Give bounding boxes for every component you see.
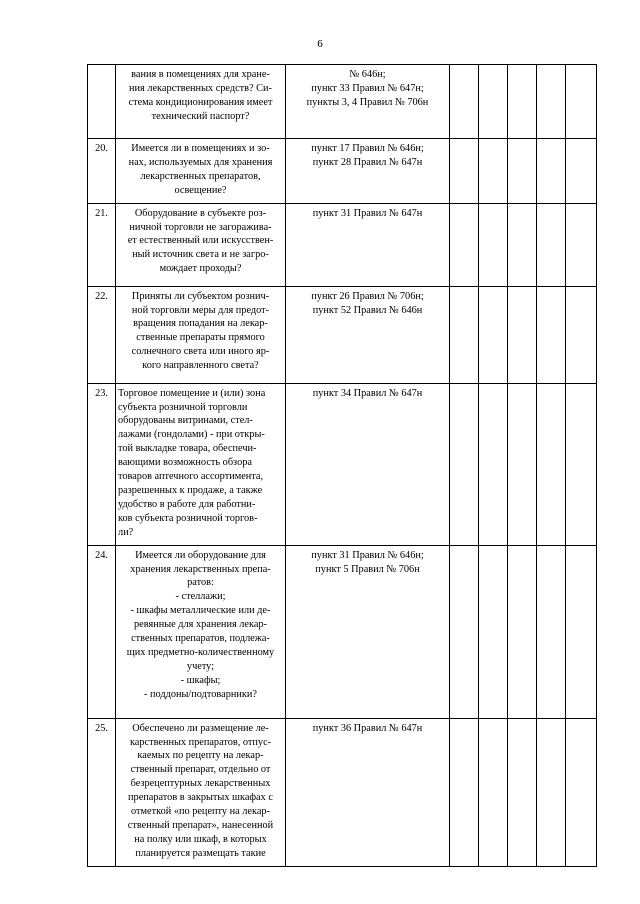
answer-cell[interactable] — [566, 718, 597, 866]
legal-reference — [286, 203, 450, 286]
answer-cell[interactable] — [479, 718, 508, 866]
question-line: Торговое помещение и (или) зона — [118, 387, 266, 399]
answer-cell[interactable] — [479, 545, 508, 718]
question-line: ет естественный или искусствен- — [127, 235, 274, 247]
answer-cell[interactable] — [537, 718, 566, 866]
answer-cell[interactable] — [566, 383, 597, 545]
question-line: - шкафы металлические или де- — [130, 605, 271, 617]
answer-cell[interactable] — [537, 65, 566, 139]
question-line: лекарственных препаратов, — [140, 170, 261, 182]
reference-line: № 646н; — [349, 69, 386, 80]
question-line: - шкафы; — [180, 674, 221, 686]
question-line: товаров аптечного ассортимента, — [118, 471, 264, 483]
question-line: Оборудование в субъекте роз- — [134, 207, 267, 219]
answer-cell[interactable] — [566, 286, 597, 383]
question-line: учету; — [186, 660, 215, 672]
table-row — [88, 139, 597, 204]
question-line: щих предметно-количественному — [126, 646, 275, 658]
answer-cell[interactable] — [537, 139, 566, 204]
question-line: мождает проходы? — [159, 263, 242, 275]
question-line: хранения лекарственных препа- — [130, 563, 271, 575]
reference-line: пункт 52 Правил № 646н — [312, 304, 423, 316]
answer-cell[interactable] — [450, 545, 479, 718]
reference-line: пункт 31 Правил № 647н — [312, 207, 423, 219]
question-line: вающими возможность обзора — [118, 457, 252, 469]
question-line: Имеется ли в помещениях и зо- — [131, 143, 270, 154]
requirement-question — [116, 139, 286, 204]
question-line: Обеспечено ли размещение ле- — [132, 722, 269, 734]
row-number: 24. — [88, 545, 116, 718]
answer-cell[interactable] — [479, 286, 508, 383]
row-number: 25. — [88, 718, 116, 866]
answer-cell[interactable] — [508, 286, 537, 383]
table-row — [88, 65, 597, 139]
answer-cell[interactable] — [450, 286, 479, 383]
requirement-question — [116, 718, 286, 866]
question-line: нах, используемых для хранения — [128, 156, 273, 168]
answer-cell[interactable] — [508, 203, 537, 286]
question-line: оборудованы витринами, стел- — [118, 415, 253, 427]
question-line: субъекта розничной торговли — [118, 401, 248, 413]
question-line: технический паспорт? — [151, 110, 250, 122]
question-line: каемых по рецепту на лекар- — [137, 750, 264, 762]
answer-cell[interactable] — [450, 718, 479, 866]
question-line: на полку или шкаф, в которых — [134, 833, 267, 845]
reference-line: пункт 34 Правил № 647н — [312, 387, 423, 399]
answer-cell[interactable] — [508, 545, 537, 718]
table-row — [88, 718, 597, 866]
question-line: ственные препараты прямого — [136, 332, 265, 344]
question-line: ственных препаратов, подлежа- — [131, 633, 270, 645]
answer-cell[interactable] — [450, 65, 479, 139]
question-line: ственный препарат, отдельно от — [130, 764, 271, 776]
question-line: планируется размещать такие — [135, 847, 266, 859]
question-line: отметкой «по рецепту на лекар- — [131, 806, 270, 818]
question-line: ревянные для хранения лекар- — [134, 619, 267, 631]
reference-line: пункт 28 Правил № 647н — [312, 156, 423, 168]
question-line: кого направленного света? — [142, 360, 259, 372]
legal-reference — [286, 286, 450, 383]
row-number: 21. — [88, 203, 116, 286]
answer-cell[interactable] — [537, 286, 566, 383]
question-line: лажами (гондолами) - при откры- — [118, 429, 265, 441]
question-line: ственный препарат», нанесенной — [127, 819, 274, 831]
question-line: препаратов в закрытых шкафах с — [128, 792, 273, 804]
table-row — [88, 203, 597, 286]
legal-reference — [286, 718, 450, 866]
requirement-question — [116, 545, 286, 718]
question-line: безрецептурных лекарственных — [130, 778, 271, 790]
answer-cell[interactable] — [450, 203, 479, 286]
checklist-table — [87, 64, 597, 867]
row-number — [88, 65, 116, 139]
table-row — [88, 545, 597, 718]
answer-cell[interactable] — [566, 65, 597, 139]
reference-line: пункт 17 Правил № 646н; — [311, 143, 424, 154]
question-line: удобство в работе для работни- — [118, 498, 256, 510]
legal-reference — [286, 65, 450, 139]
answer-cell[interactable] — [479, 203, 508, 286]
answer-cell[interactable] — [566, 203, 597, 286]
question-line: ратов: — [187, 577, 214, 589]
reference-line: пункт 5 Правил № 706н — [315, 563, 420, 575]
question-line: ков субъекта розничной торгов- — [118, 512, 258, 524]
answer-cell[interactable] — [479, 65, 508, 139]
answer-cell[interactable] — [508, 65, 537, 139]
answer-cell[interactable] — [537, 203, 566, 286]
table-row — [88, 383, 597, 545]
page-number: 6 — [317, 38, 323, 50]
question-line: той выкладке товара, обеспечи- — [118, 443, 257, 455]
answer-cell[interactable] — [479, 139, 508, 204]
requirement-question — [116, 383, 286, 545]
answer-cell[interactable] — [537, 383, 566, 545]
question-line: - стеллажи; — [175, 591, 226, 603]
answer-cell[interactable] — [508, 139, 537, 204]
question-line: Имеется ли оборудование для — [135, 549, 266, 561]
legal-reference — [286, 139, 450, 204]
answer-cell[interactable] — [537, 545, 566, 718]
answer-cell[interactable] — [508, 383, 537, 545]
question-line: ния лекарственных средств? Си- — [129, 82, 272, 94]
answer-cell[interactable] — [566, 545, 597, 718]
answer-cell[interactable] — [450, 139, 479, 204]
question-line: солнечного света или иного яр- — [131, 346, 270, 358]
legal-reference — [286, 545, 450, 718]
question-line: разрешенных к продаже, а также — [118, 484, 263, 496]
question-line: вращения попадания на лекар- — [133, 318, 268, 330]
question-line: освещение? — [174, 184, 227, 196]
reference-line: пункт 26 Правил № 706н; — [311, 290, 424, 302]
answer-cell[interactable] — [508, 718, 537, 866]
answer-cell[interactable] — [479, 383, 508, 545]
answer-cell[interactable] — [450, 383, 479, 545]
question-line: Приняты ли субъектом рознич- — [131, 290, 270, 302]
row-number: 23. — [88, 383, 116, 545]
reference-line: пункт 33 Правил № 647н; — [311, 82, 424, 94]
answer-cell[interactable] — [566, 139, 597, 204]
checklist-rows — [88, 65, 597, 867]
question-line: стема кондиционирования имеет — [128, 96, 273, 108]
question-line: карственных препаратов, отпус- — [129, 736, 272, 748]
requirement-question — [116, 203, 286, 286]
question-line: ли? — [118, 526, 134, 538]
legal-reference — [286, 383, 450, 545]
question-line: ный источник света и не загро- — [132, 249, 269, 261]
row-number: 22. — [88, 286, 116, 383]
row-number: 20. — [88, 139, 116, 204]
requirement-question — [116, 286, 286, 383]
question-line: вания в помещениях для хране- — [131, 69, 270, 80]
requirement-question — [116, 65, 286, 139]
question-line: ничной торговли не загоражива- — [129, 221, 272, 233]
reference-line: пункт 36 Правил № 647н — [312, 722, 423, 734]
table-row — [88, 286, 597, 383]
question-line: - поддоны/подтоварники? — [144, 688, 257, 700]
reference-line: пункт 31 Правил № 646н; — [311, 549, 424, 561]
question-line: ной торговли меры для предот- — [131, 304, 270, 316]
reference-line: пункты 3, 4 Правил № 706н — [306, 96, 429, 108]
